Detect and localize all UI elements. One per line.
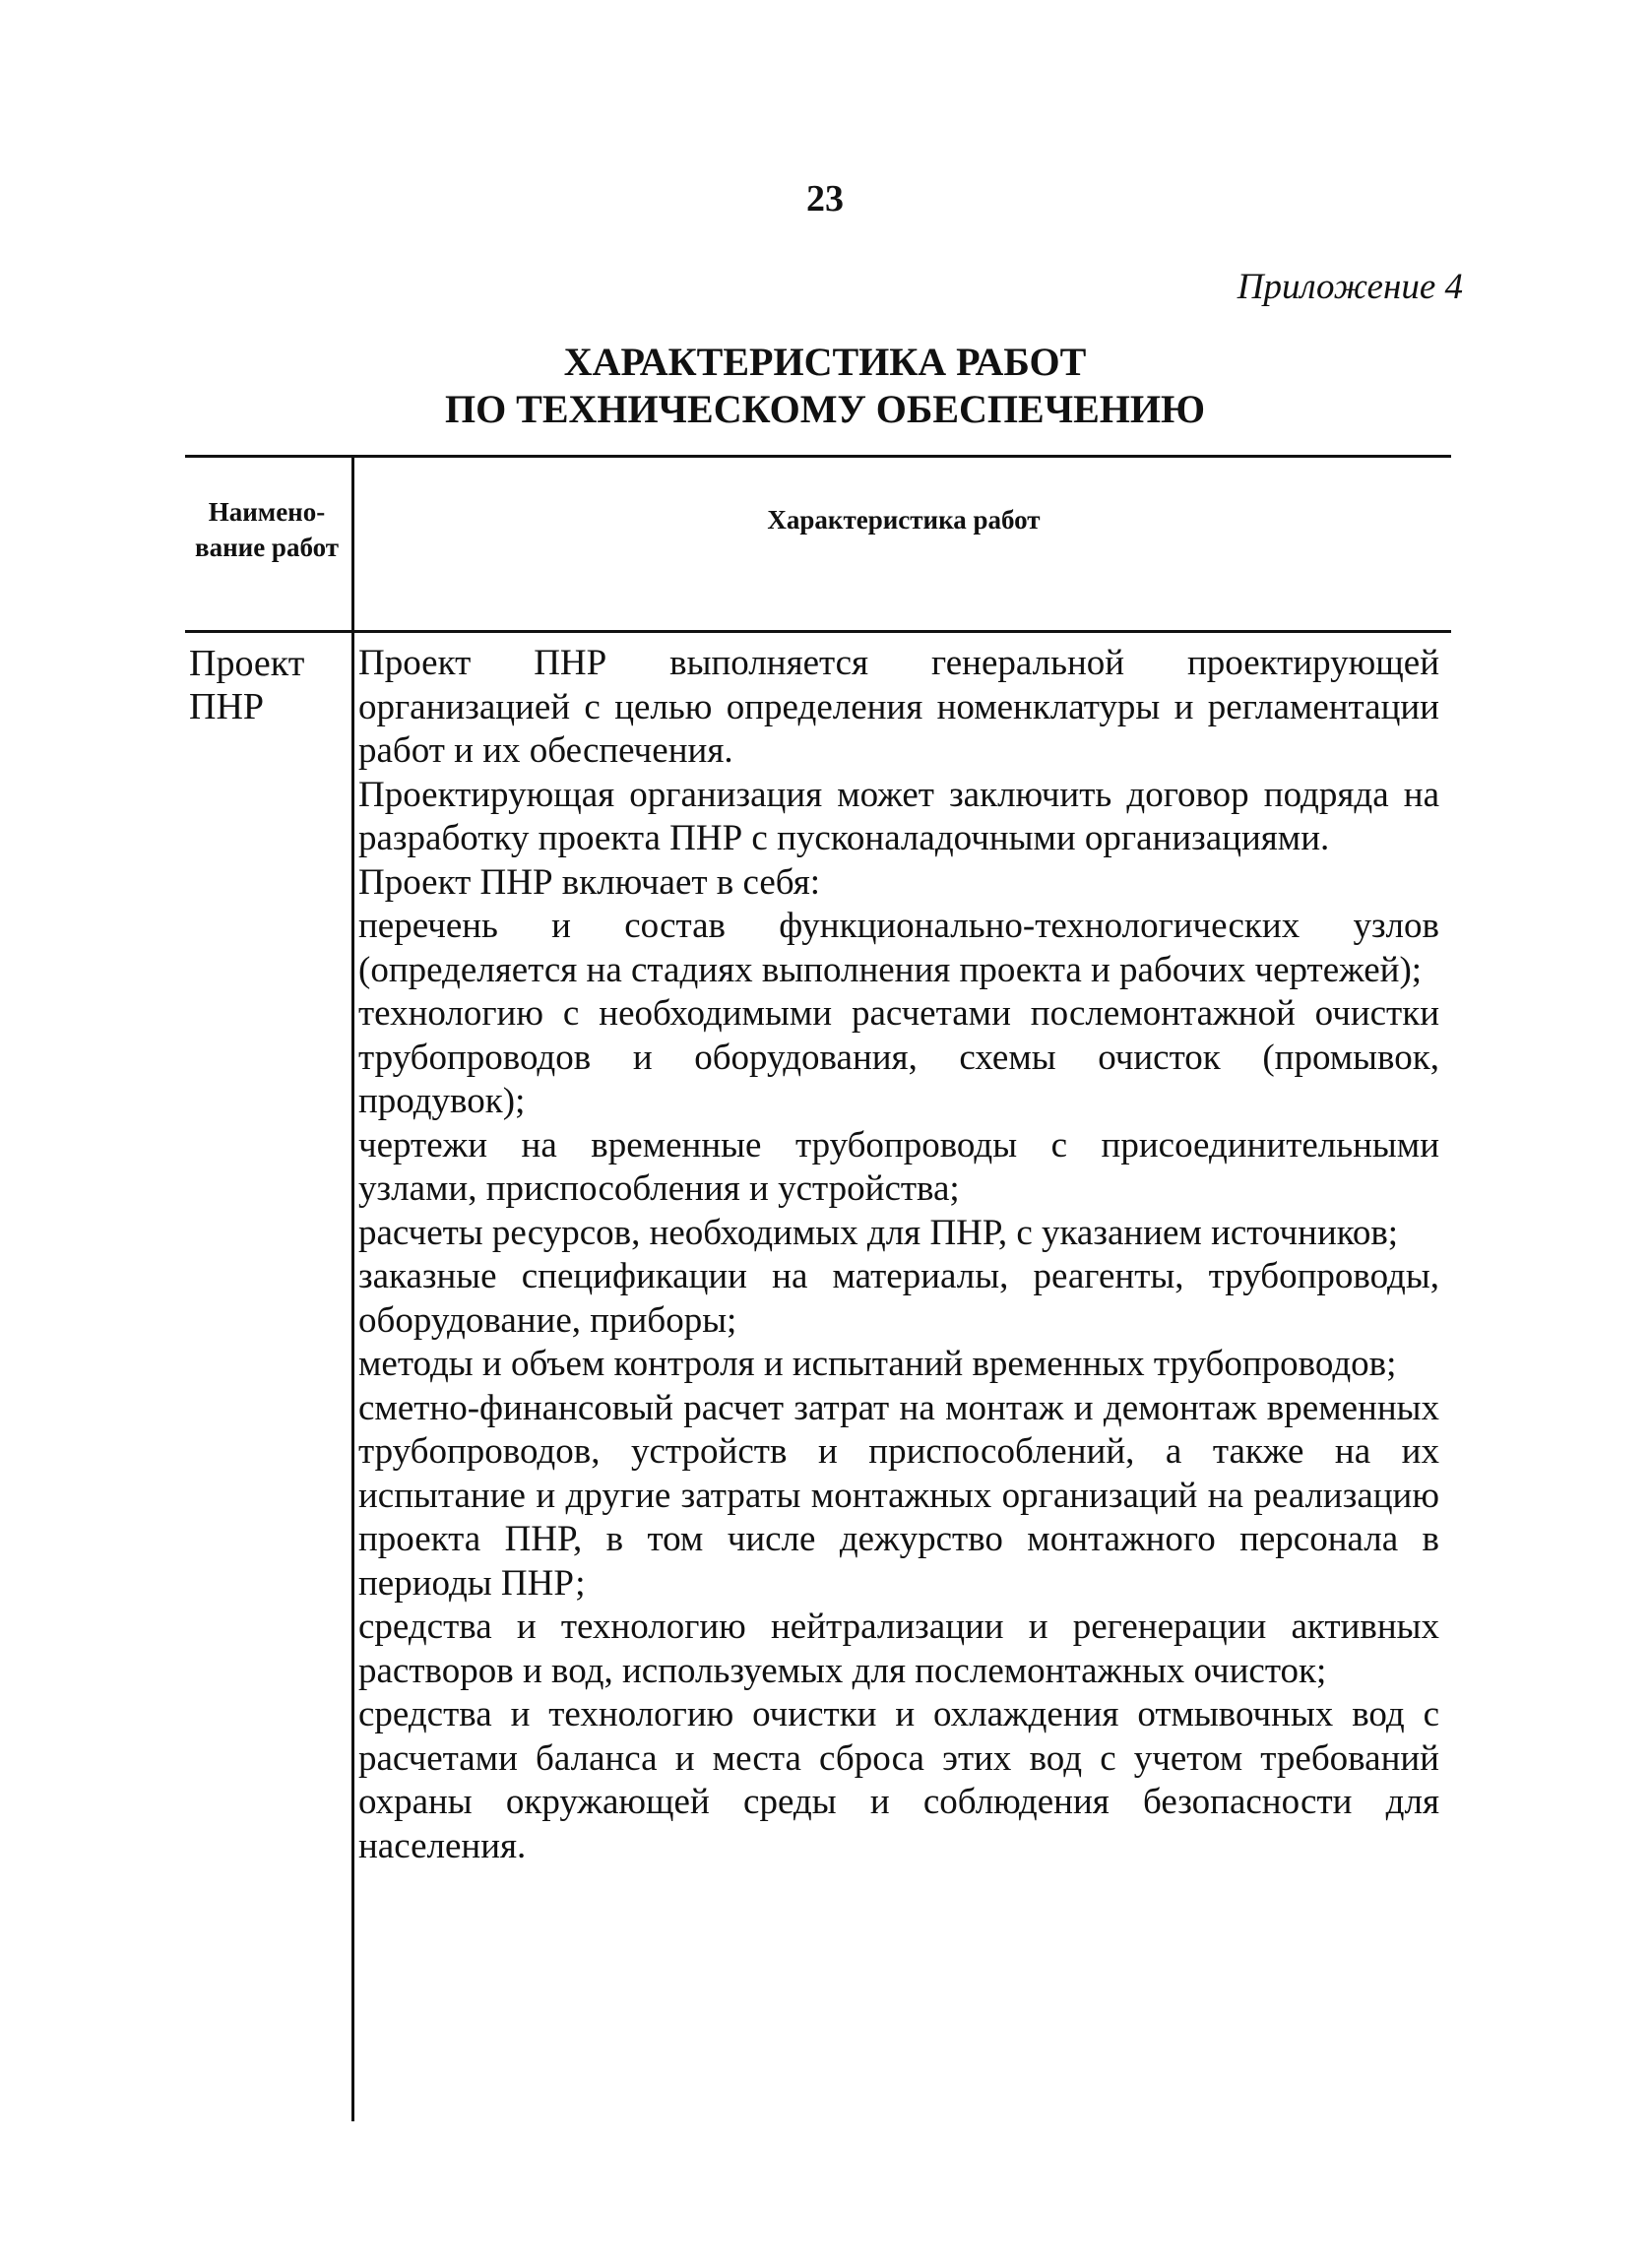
row-name-line-2: ПНР bbox=[189, 686, 265, 727]
description-paragraph: перечень и состав функционально-технологических узлов (определяется на стадиях выполнения проекта и рабочих чертежей); bbox=[358, 906, 1439, 990]
table-top-rule bbox=[185, 455, 1451, 458]
table-column-divider bbox=[351, 458, 354, 2121]
description-paragraph: Проект ПНР включает в себя: bbox=[358, 861, 821, 903]
page-number: 23 bbox=[806, 178, 844, 220]
description-paragraph: Проект ПНР выполняется генеральной проектирующей организацией с целью определения номенклатуры и регламентации работ и их обеспечения. bbox=[358, 643, 1439, 771]
column-header-description: Характеристика работ bbox=[767, 505, 1041, 535]
table-header-rule bbox=[185, 630, 1451, 633]
description-paragraph: средства и технологию очистки и охлаждения отмывочных вод с расчетами баланса и места сброса этих вод с учетом требований охраны окружающей среды и соблюдения безопасности для населения. bbox=[358, 1694, 1439, 1866]
description-paragraph: сметно-финансовый расчет затрат на монтаж и демонтаж временных трубопроводов, устройств и приспособлений, а также на их испытание и другие затраты монтажных организаций на реализацию проекта ПНР, в том числе дежурство монтажного персонала в периоды ПНР; bbox=[358, 1387, 1439, 1604]
description-paragraph: методы и объем контроля и испытаний временных трубопроводов; bbox=[358, 1344, 1397, 1384]
description-paragraph: чертежи на временные трубопроводы с присоединительными узлами, приспособления и устройства; bbox=[358, 1124, 1439, 1209]
description-paragraph: технологию с необходимыми расчетами послемонтажной очистки трубопроводов и оборудования, схемы очисток (промывок, продувок); bbox=[358, 993, 1439, 1121]
row-name-line-1: Проект bbox=[189, 643, 305, 684]
description-paragraph: средства и технологию нейтрализации и регенерации активных растворов и вод, используемых для послемонтажных очисток; bbox=[358, 1606, 1439, 1691]
table-row-description bbox=[358, 642, 1439, 1868]
document-title-line-2: ПО ТЕХНИЧЕСКОМУ ОБЕСПЕЧЕНИЮ bbox=[444, 387, 1206, 431]
appendix-label: Приложение 4 bbox=[1237, 267, 1463, 307]
table-row-name bbox=[189, 642, 351, 728]
column-header-name: Наимено-вание работ bbox=[195, 497, 339, 562]
description-paragraph: расчеты ресурсов, необходимых для ПНР, с указанием источников; bbox=[358, 1212, 1399, 1253]
description-paragraph: Проектирующая организация может заключить договор подряда на разработку проекта ПНР с пусконаладочными организациями. bbox=[358, 774, 1439, 858]
document-title bbox=[0, 339, 1650, 433]
description-paragraph: заказные спецификации на материалы, реагенты, трубопроводы, оборудование, приборы; bbox=[358, 1256, 1439, 1341]
document-title-line-1: ХАРАКТЕРИСТИКА РАБОТ bbox=[563, 340, 1087, 384]
